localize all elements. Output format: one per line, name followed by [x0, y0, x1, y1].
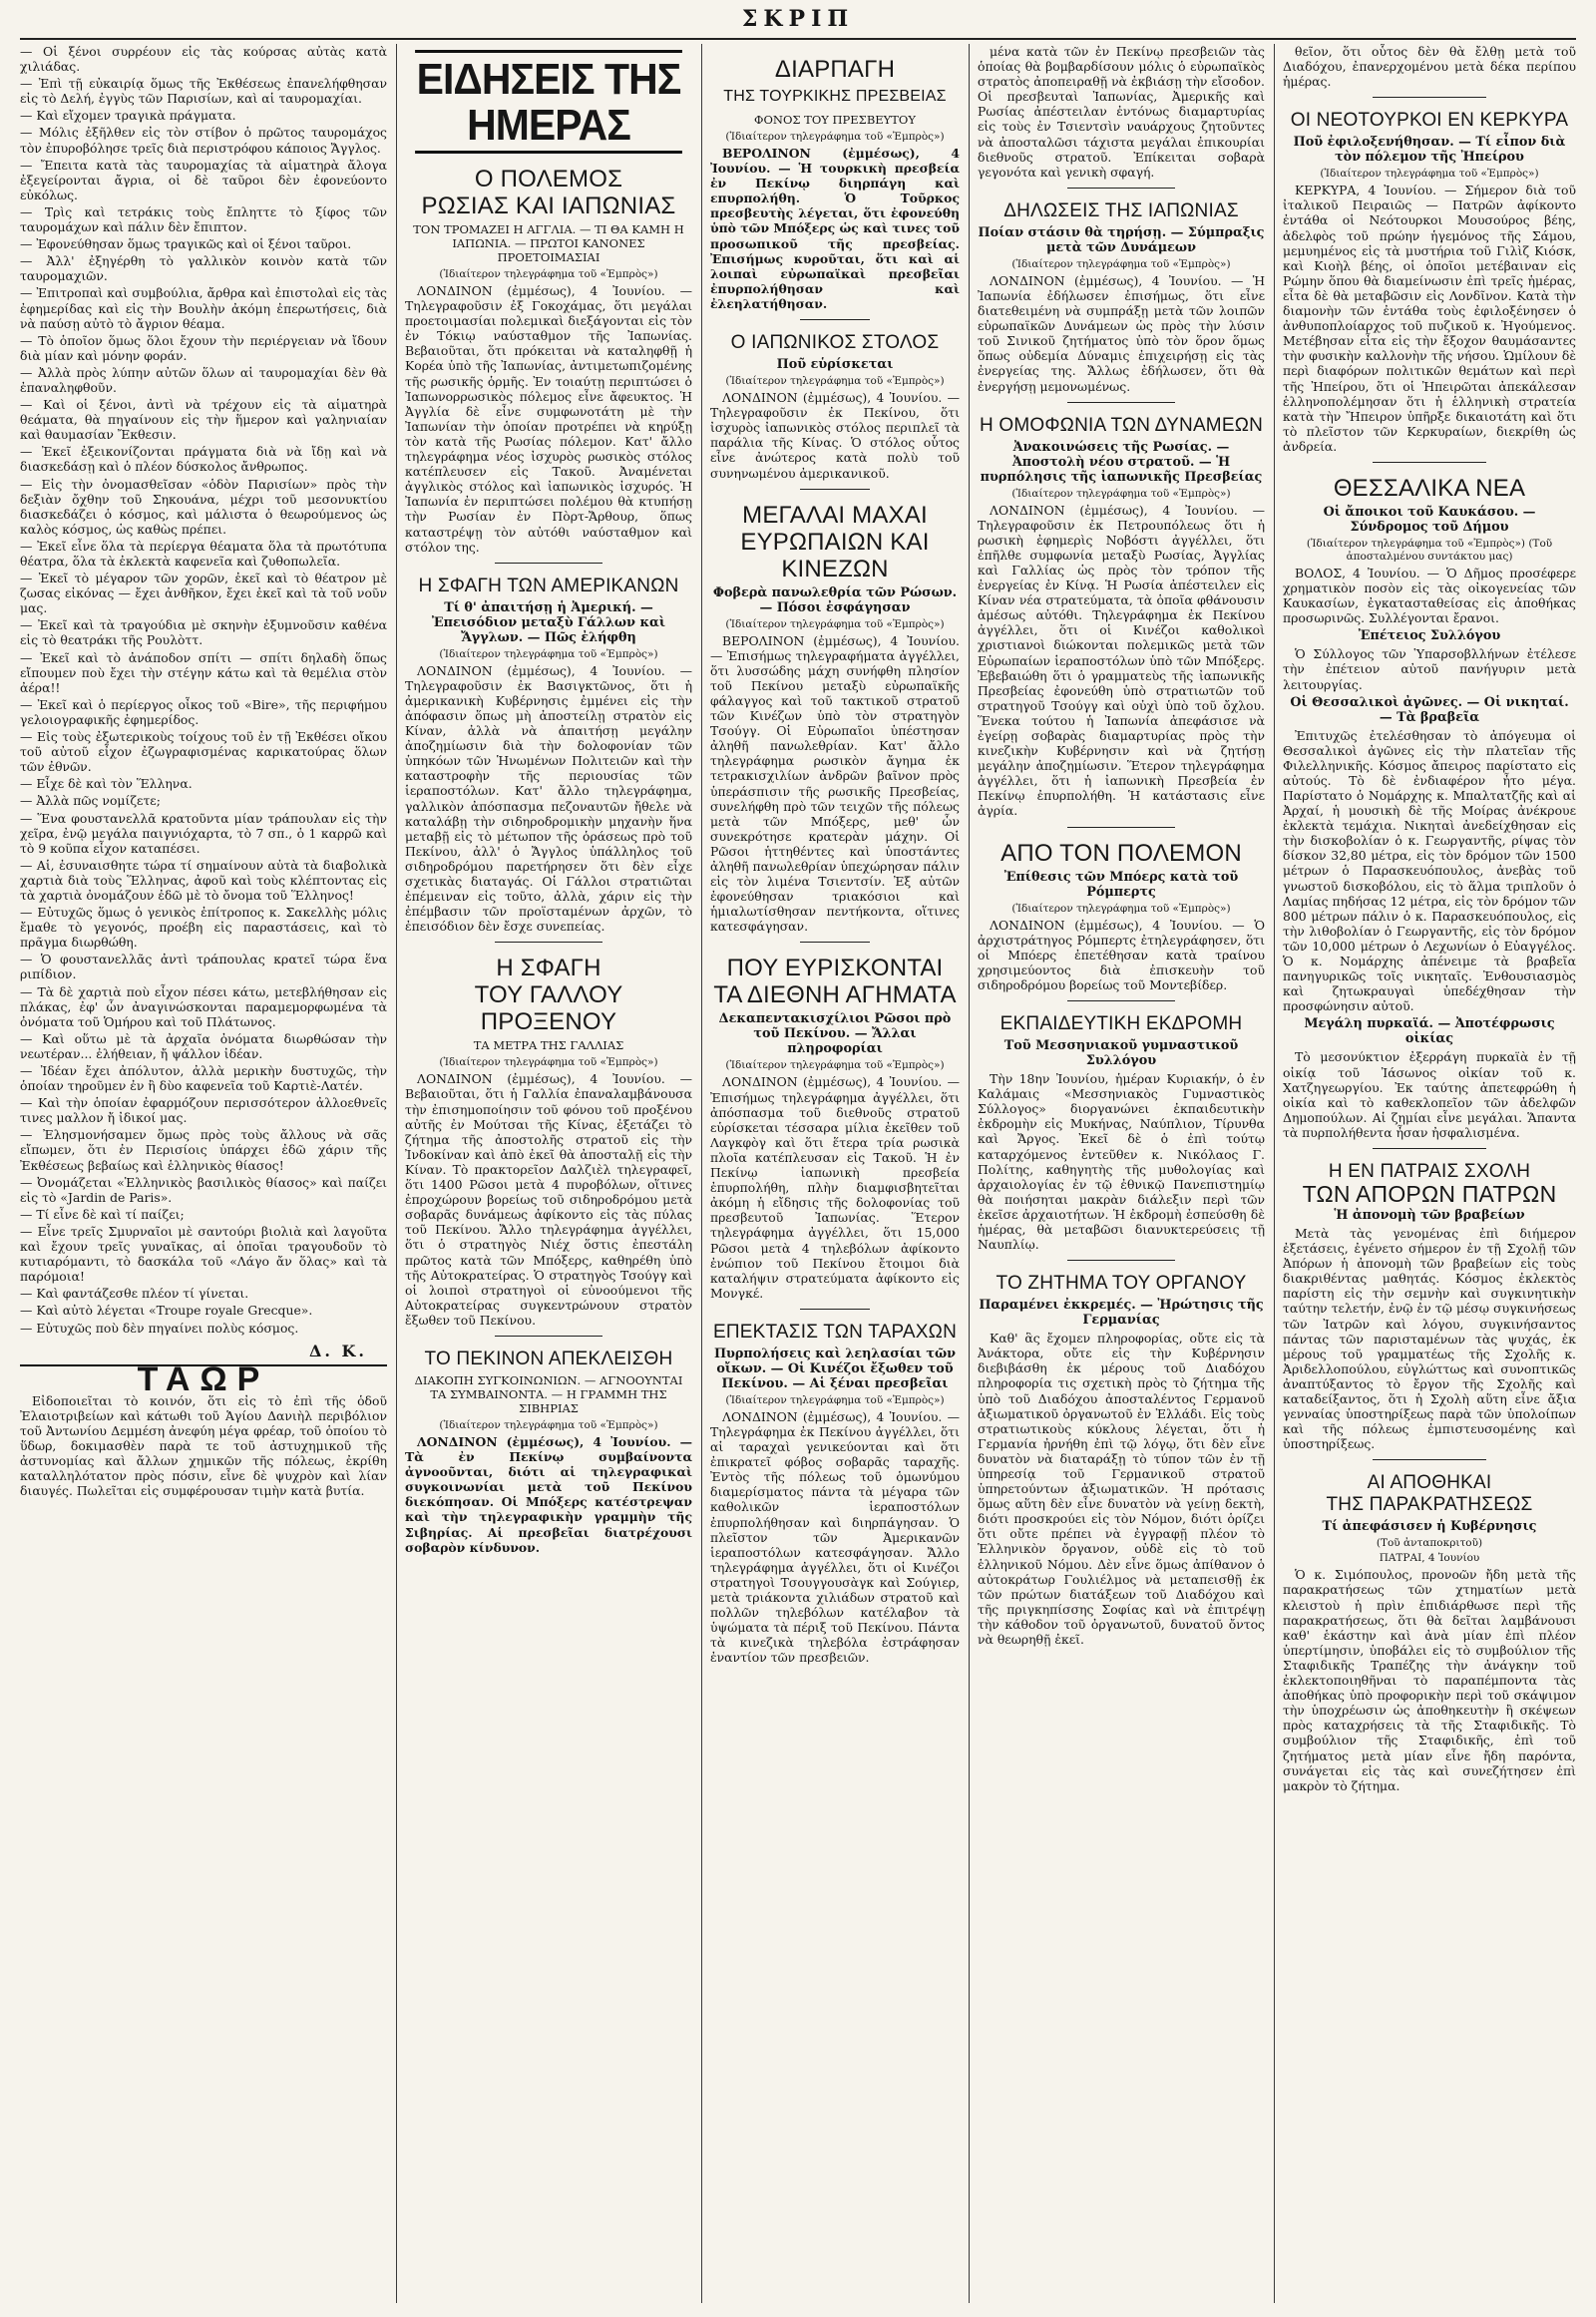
from-war-headline: ΑΠΟ ΤΟΝ ΠΟΛΕΜΟΝ	[1000, 839, 1242, 867]
paragraph: — Ἐκεῖ τὸ μέγαρον τῶν χορῶν, ἐκεῖ καὶ τὸ θέατρον μὲ ζωσας εἰκόνας — ἔχει ἀνθῆκον, ἔχει ἐκεῖ καὶ τὰ τοῦ νοῦν μας.	[20, 571, 387, 616]
paragraph: — Τὰ δὲ χαρτιὰ ποὺ εἶχον πέσει κάτω, μετεβλήθησαν εἰς πλάκας, ἐφ' ὧν ἀναγινώσκονται παραμεμορφωμένα τὰ ὀνόματα τοῦ Ὁμήρου καὶ τοῦ Πλάτωνος.	[20, 983, 387, 1029]
paragraph: — Καὶ αὐτὸ λέγεται «Troupe royale Grecque».	[20, 1303, 313, 1319]
organ-subtitle: Παραμένει ἐκκρεμές. — Ἠρώτησις τῆς Γερμανίας	[979, 1298, 1264, 1329]
paragraph: — Ἕνα φουστανελλᾶ κρατοῦντα μίαν τράπουλαν εἰς τὴν χεῖρα, ἐνῷ μεγάλα παιγνιόχαρτα, τὸ 7 σπ., ὁ 1 καρρῶ καὶ τὸ 9 κοῦπα εἶχον καταπέσει.	[20, 810, 387, 856]
separator	[1373, 97, 1486, 98]
column-1	[14, 44, 393, 2303]
paragraph: — Ἐκεῖ ἐξεικονίζονται πράγματα διὰ νὰ ἴδῃ καὶ νὰ διασκεδάσῃ καὶ ὁ πλέον δύσκολος ἄνθρωπος.	[20, 444, 387, 475]
from-war-subtitle: Ἐπίθεσις τῶν Μπόερς κατὰ τοῦ Ρόμπερτς	[1003, 869, 1239, 900]
separator	[800, 1309, 870, 1310]
paragraph: — Ἰδέαν ἔχει ἀπόλυτον, ἀλλὰ μερικὴν δυστυχῶς, τὴν ὁποίαν τηροῦμεν ἐν ἢ δὺο καφενεῖα τοῦ Καρτιὲ-Λατέν.	[20, 1063, 387, 1094]
japan-headline: ΔΗΛΩΣΕΙΣ ΤΗΣ ΙΑΠΩΝΙΑΣ	[1003, 199, 1239, 221]
corfu-headline: ΟΙ ΝΕΟΤΟΥΡΚΟΙ ΕΝ ΚΕΡΚΥΡΑ	[1290, 110, 1569, 132]
war-headline-line2: ΡΩΣΙΑΣ ΚΑΙ ΙΑΠΩΝΙΑΣ	[421, 193, 676, 219]
paragraph: — Τί εἶνε δὲ καὶ τί παίζει;	[20, 1206, 185, 1222]
unrest-subtitle: Πυρπολήσεις καὶ λεηλασίαι τῶν οἴκων. — Οἱ Κινέζοι ἔξωθεν τοῦ Πεκίνου. — Αἱ ξέναι πρεσβεῖαι	[713, 1346, 957, 1391]
separator	[1067, 1260, 1175, 1261]
paragraph: — Καὶ οὕτω μὲ τὰ ἀρχαῖα ὀνόματα διωρθώσαν τὴν νεωτέραν... ἐλήθειαν, ἤ ψάλλον ἰδέαν.	[20, 1030, 387, 1061]
paragraph: — Ἔπειτα κατὰ τὰς ταυρομαχίας τὰ αἱματηρὰ ἄλογα ἐξεγείρονται ἄγρια, οἱ δὲ ταῦροι δὲν ἐφονεύοντο εὐκόλως.	[20, 157, 387, 202]
japan-text: ΛΟΝΔΙΝΟΝ (ἐμμέσως), 4 Ἰουνίου. — Ἡ Ἰαπωνία ἐδήλωσεν ἐπισήμως, ὅτι εἶνε διατεθειμένη νὰ συμπράξῃ μετὰ τῶν λοιπῶν εὐρωπαϊκῶν Δυνάμεων ὡς πρὸς τὴν λύσιν τοῦ Σινικοῦ ζητήματος ὑπὸ τὸν ὅρον ὅμως ὅπως οὐδεμία Δύναμις ἐπιχειρήσῃ εἰς τὰς ἐνεργείας της. Ἄλλως ἐδήλωσεν, ὅτι θὰ ἐνεργήσῃ μεμονωμένως.	[978, 272, 1265, 394]
separator	[1373, 462, 1486, 463]
consul-headline-line1: Η ΣΦΑΓΗ	[496, 955, 601, 982]
patras-headline-line2: ΤΩΝ ΑΠΟΡΩΝ ΠΑΤΡΩΝ	[1302, 1180, 1557, 1207]
americans-headline: Η ΣΦΑΓΗ ΤΩΝ ΑΜΕΡΙΚΑΝΩΝ	[418, 575, 679, 596]
paragraph: — Ἐπιτροπαὶ καὶ συμβούλια, ἄρθρα καὶ ἐπιστολαὶ εἰς τὰς ἐφημερίδας καὶ εἰς τὴν Βουλὴν ἀκόμη ἐπερωτήσεις, διὰ νὰ παύσῃ αὐτὸ τὸ ἄγριον θέαμα.	[20, 285, 387, 331]
column-rule	[701, 44, 702, 2303]
reserves-headline	[1283, 1472, 1576, 1516]
paragraph: — Ἐπὶ τῇ εὐκαιρίᾳ ὅμως τῆς Ἐκθέσεως ἐπανελήφθησαν εἰς τὸ Δελή, ἐγγὺς τῶν Παρισίων, καὶ αἱ ταυρομαχίαι.	[20, 76, 387, 107]
corfu-text: ΚΕΡΚΥΡΑ, 4 Ἰουνίου. — Σήμερον διὰ τοῦ ἰταλικοῦ Πειραιῶς — Πατρῶν ἀφίκοντο ἐντάθα οἱ Νεότουρκοι Μουσούρος βέης, ἀδελφὸς τοῦ πρώην ἡγεμόνος τῆς Σάμου, μεμυημένος εἰς τὰ μυστήρια τοῦ Γιλὶζ Κιόσκ, καὶ Κιοὴλ βέης, οἱ ὁποῖοι μετέβαιναν εἰς Ρώμην ὅπου θὰ διαμείνωσιν ἐπὶ τρεῖς ἡμέρας, εἶτα δὲ θὰ μεταβῶσιν εἰς Λονδῖνον. Κατὰ τὴν διαμονὴν τῶν ἐντάθα τοὺς ἐφιλοξένησεν ὁ ἀνθυποπλοίαρχος τοῦ πυζικοῦ κ. Ἠγούμενος. Μετέβησαν εἶτα εἰς τὴν ἔξοχον θαυμάσαντες τὴν φυσικὴν καλλονὴν τῆς νήσου. Ὡμίλουν δὲ περὶ διαφόρων πολιτικῶν θεμάτων καὶ περὶ τῆς Ἠπείρου, ὅτι οἱ Ἠπειρῶται ἀπεκάλεσαν ἑλληνοπολέμησαν ὅτι ἡ ἑλληνικὴ στρατεία κατὰ τὴν Ἤπειρον ὑπῆρξε δικαιοτάτη καὶ ὅτι τὸ πλεῖστον τῶν Κερκυραίων, διεκρίθη ὡς ἀνδρεία.	[1283, 183, 1576, 454]
paragraph: — Αἱ, ἐσυναισθητε τώρα τί σημαίνουν αὐτὰ τὰ διαβολικὰ χαρτιὰ διὰ τοὺς Ἕλληνας, ἀφοῦ καὶ τοὺς κλέπτοντας εἰς τὰ χαρτιὰ ὀνομάζουν ἐδῶ μὲ τὸ ὄνομα τοῦ Ἕλληνος!	[20, 857, 387, 903]
paragraph: — Εὐτυχῶς ποὺ δὲν πηγαίνει πολὺς κόσμος.	[20, 1320, 299, 1336]
paragraph: — Καὶ τὴν ὁποίαν ἐφαρμόζουν περισσότερον ἀλλοεθνεῖς τινες μαλλον ἤ ἰδικοί μας.	[20, 1095, 387, 1126]
battles-headline-line1: ΜΕΓΑΛΑΙ ΜΑΧΑΙ	[742, 501, 928, 529]
powers-dispatch: (Ἰδιαίτερον τηλεγράφημα τοῦ «Ἐμπρὸς»)	[1011, 487, 1231, 500]
reserves-dateline: ΠΑΤΡΑΙ, 4 Ἰουνίου	[1379, 1552, 1480, 1565]
embassy-subtitle: ΦΟΝΟΣ ΤΟΥ ΠΡΕΣΒΕΥΤΟΥ	[754, 113, 916, 127]
war-subtitle: ΤΟΝ ΤΡΟΜΑΖΕΙ Η ΑΓΓΛΙΑ. — ΤΙ ΘΑ ΚΑΜΗ Η ΙΑΠΩΝΙΑ. — ΠΡΩΤΟΙ ΚΑΝΟΝΕΣ ΠΡΟΕΤΟΙΜΑΣΙΑΙ	[413, 222, 684, 264]
embassy-headline	[710, 56, 960, 110]
paragraph: — Εἰς τὴν ὀνομασθεῖσαν «ὁδὸν Παρισίων» πρὸς τὴν δεξιὰν ὄχθην τοῦ Σηκουάνα, μέχρι τοῦ μεσονυκτίου διασκεδάζει ὁ κόσμος, καὶ μάλιστα ὁ θεωρούμενος ὡς καλὸς κόσμος, ὡς καθὼς πρέπει.	[20, 476, 387, 537]
patras-text: Μετὰ τὰς γενομένας ἐπὶ διήμερον ἐξετάσεις, ἐγένετο σήμερον ἐν τῇ Σχολῇ τῶν Ἀπόρων ἡ ἀπονομὴ τῶν βραβείων εἰς τοὺς διακριθέντας μαθητάς. Κόσμος ἐκλεκτὸς παρίστη εἰς τὴν σεμνὴν καὶ συγκινητικὴν ταύτην τελετήν, ἐνῷ ἐν τῷ μέσῳ συγκινήσεως τῶν Ἰατρῶν καὶ λόγου, συγκινήσαντος πάντας τῶν παρισταμένων τὰς ψυχάς, ἐκ μέρους τοῦ γραμματέως τῆς Σχολῆς κ. Ἀριδελλοπούλου, εὐγλώττως καὶ συνοπτικῶς ἀναπτύξαντος τὸ ἔργον τῆς Σχολῆς καὶ καταδείξαντος, ὅτι ἡ Σχολὴ αὕτη εἶνε ἄξια γενναίας ὑποστηρίξεως παρὰ τῶν ὑπολοίπων καὶ τῆς πόλεως ἐμπιστευσομένης καὶ ὑποστηρίξεως.	[1283, 1225, 1576, 1452]
battles-text: ΒΕΡΟΛΙΝΟΝ (ἐμμέσως), 4 Ἰουνίου. — Ἐπισήμως τηλεγραφήματα ἀγγέλλει, ὅτι λυσσώδης μάχη συνήφθη πλησίον τοῦ Πεκίνου μεταξὺ εὐρωπαϊκῆς φάλαγγος καὶ τοῦ τακτικοῦ στρατοῦ τῶν Κινέζων ὑπὸ τὸν στρατηγὸν Τσούγγ. Οἱ Εὐρωπαῖοι ὑπέστησαν ἀληθῆ πανωλεθρίαν. Κατ' ἄλλο τηλεγράφημα ρωσικὸν ἄγημα ἐκ τετρακισχιλίων ἀνδρῶν βαῖνον πρὸς ὑπεράσπισιν τῆς ρωσικῆς Πρεσβείας, συνελήφθη πρὸ τῶν τειχῶν τῆς πόλεως μετὰ τῶν Μπόξερς, μεθ' ὧν συνεκρότησε κρατερὰν μάχην. Οἱ Ρῶσοι ἡττηθέντες καὶ ὑποστάντες ἀληθῆ πανωλεθρίαν ὑπεχώρησαν πάλιν εἰς τὸν λιμένα Τσιεντσίν. Ἐξ αὐτῶν ἐφονεύθησαν τριακόσιοι καὶ ἡμιαλωτίσθησαν πεντήκοντα, οἵτινες κατεσφάγησαν.	[710, 632, 960, 935]
thessaly-text-4: Τὸ μεσονύκτιον ἐξερράγη πυρκαϊὰ ἐν τῇ οἰκίᾳ τοῦ Ἰάσωνος οἰκίαν τοῦ κ. Χατζηγεωργίου. Ἐκ ταύτης ἀπετεφρώθη ἡ οἰκία καὶ τὸ καθεκλοπεῖον τῶν ἀδελφῶν Δημοπούλων. Αἱ ζημίαι εἶνε μεγάλαι. Ἅπαντα τὰ πυρπολήθεντα ἦσαν ἠσφαλισμένα.	[1283, 1049, 1576, 1140]
thessaly-subtitle-2: Ἐπέτειος Συλλόγου	[1358, 628, 1501, 644]
excursion-subtitle: Τοῦ Μεσσηνιακοῦ γυμναστικοῦ Συλλόγου	[1003, 1038, 1239, 1069]
war-headline-line1: Ο ΠΟΛΕΜΟΣ	[474, 166, 623, 193]
paragraph: — Ἐκεῖ καὶ ὁ περίεργος οἶκος τοῦ «Bire», τῆς περιφήμου γελοιογραφικῆς ἐφημερίδος.	[20, 696, 387, 727]
war-dispatch: (Ἰδιαίτερον τηλεγράφημα τοῦ «Ἐμπρὸς»)	[439, 268, 658, 280]
reserves-subtitle: Τί ἀπεφάσισεν ἡ Κυβέρνησις	[1322, 1519, 1537, 1535]
consul-headline	[405, 955, 692, 1035]
consul-headline-line2: ΤΟΥ ΓΑΛΛΟΥ ΠΡΟΞΕΝΟΥ	[474, 981, 623, 1036]
fleet-headline: Ο ΙΑΠΩΝΙΚΟΣ ΣΤΟΛΟΣ	[730, 332, 940, 354]
patras-subtitle: Ἡ ἀπονομὴ τῶν βραβείων	[1334, 1207, 1525, 1223]
paragraph: — Τὸ ὁποῖον ὅμως ὅλοι ἔχουν τὴν περιέργειαν νὰ ἴδουν διὰ μίαν καὶ μόνην φοράν.	[20, 332, 387, 363]
thessaly-headline: ΘΕΣΣΑΛΙΚΑ ΝΕΑ	[1333, 474, 1526, 502]
thessaly-text-2: Ὁ Σύλλογος τῶν Ὑπαρσοβλλήνων ἐτέλεσε τὴν ἐπέτειον αὐτοῦ πανήγυριν μετὰ λειτουργίας.	[1283, 646, 1576, 692]
column-rule	[969, 44, 970, 2303]
unrest-dispatch: (Ἰδιαίτερον τηλεγράφημα τοῦ «Ἐμπρὸς»)	[725, 1393, 945, 1406]
signature: Δ. Κ.	[308, 1341, 367, 1360]
paragraph: — Ἀλλ' ἐξηγέρθη τὸ γαλλικὸν κοινὸν κατὰ τῶν ταυρομαχιῶν.	[20, 253, 387, 284]
organ-headline: ΤΟ ΖΗΤΗΜΑ ΤΟΥ ΟΡΓΑΝΟΥ	[996, 1273, 1247, 1295]
paragraph: — Ἀλλὰ πῶς νομίζετε;	[20, 793, 161, 809]
powers-subtitle: Ἀνακοινώσεις τῆς Ρωσίας. — Ἀποστολὴ νέου στρατοῦ. — Ἡ πυρπόλησις τῆς ἰαπωνικῆς Πρεσβείας	[980, 439, 1263, 485]
paragraph: — Εἶχε δὲ καὶ τὸν Ἕλληνα.	[20, 776, 193, 792]
thessaly-text: ΒΟΛΟΣ, 4 Ἰουνίου. — Ὁ Δῆμος προσέφερε χρηματικὸν ποσὸν εἰς τὰς οἰκογενείας τῶν Καυκασίων, ἐγκατασταθείσας εἰς ἀποθήκας προσωρινῶς. Συλλέγονται ἔρανοι.	[1283, 565, 1576, 626]
forces-headline-line1: ΠΟΥ ΕΥΡΙΣΚΟΝΤΑΙ	[726, 955, 944, 982]
thessaly-subtitle: Οἱ ἄποικοι τοῦ Καυκάσου. — Σύνδρομος τοῦ Δήμου	[1323, 504, 1536, 535]
thessaly-subtitle-3: Οἱ Θεσσαλικοὶ ἀγῶνες. — Οἱ νικηταί. — Τὰ βραβεῖα	[1290, 694, 1569, 725]
separator	[1067, 402, 1175, 403]
battles-dispatch: (Ἰδιαίτερον τηλεγράφημα τοῦ «Ἐμπρὸς»)	[725, 617, 945, 630]
column-4	[972, 44, 1271, 2303]
paragraph: — Ἐκεῖ καὶ τὸ ἀνάποδον σπίτι — σπίτι δηλαδὴ ὅπως εἴπουμεν ποὺ ἔχει τὴν στέγην κάτω καὶ τὰ θεμέλια στὸν ἀέρα!!	[20, 649, 387, 695]
patras-headline	[1283, 1161, 1576, 1205]
unrest-headline: ΕΠΕΚΤΑΣΙΣ ΤΩΝ ΤΑΡΑΧΩΝ	[712, 1321, 958, 1343]
paragraph: — Μόλις ἐξῆλθεν εἰς τὸν στίβον ὁ πρῶτος ταυρομάχος τὸν ἐπυροβόλησε τρεῖς διὰ περιστρόφου κάποιος Ἄγγλος.	[20, 125, 387, 156]
separator	[495, 942, 602, 943]
paragraph: — Εἶνε τρεῖς Σμυρναῖοι μὲ σαντούρι βιολιὰ καὶ λαγοῦτα καὶ ἔχουν τρεῖς γυναῖκας, αἱ ὁποῖαι τραγουδοῦν τὸ κυτιαρόμαντι, τὸ δασκάλα τοῦ «Λάγο ἄν ὅλας» καὶ τὰ παρόμοια!	[20, 1223, 387, 1285]
fleet-text: ΛΟΝΔΙΝΟΝ (ἐμμέσως), 4 Ἰουνίου. — Τηλεγραφοῦσιν ἐκ Πεκίνου, ὅτι ἰσχυρὸς ἰαπωνικὸς στόλος περιπλεῖ τὰ παράλια τῆς Κίνας. Ὁ στόλος οὗτος εἶνε ἀνώτερος κατὰ πολὺ τοῦ συνηνωμένου ἀμερικανικοῦ.	[710, 390, 960, 481]
war-headline	[405, 166, 692, 219]
column-2	[399, 44, 698, 2303]
forces-subtitle: Δεκαπεντακισχίλιοι Ρῶσοι πρὸ τοῦ Πεκίνου. — Ἄλλαι πληροφορίαι	[718, 1011, 952, 1057]
battles-headline-line2: ΕΥΡΩΠΑΙΩΝ ΚΑΙ ΚΙΝΕΖΩΝ	[740, 528, 930, 582]
separator	[800, 489, 870, 490]
embassy-headline-line2: ΤΗΣ ΤΟΥΡΚΙΚΗΣ ΠΡΕΣΒΕΙΑΣ	[723, 88, 947, 105]
consul-subtitle: ΤΑ ΜΕΤΡΑ ΤΗΣ ΓΑΛΛΙΑΣ	[473, 1038, 624, 1053]
corfu-dispatch: (Ἰδιαίτερον τηλεγράφημα τοῦ «Ἐμπρὸς»)	[1320, 168, 1539, 181]
separator	[1067, 827, 1175, 828]
main-headline: ΕΙΔΗΣΕΙΣ ΤΗΣ ΗΜΕΡΑΣ	[415, 50, 682, 154]
corfu-subtitle: Ποῦ ἐφιλοξενήθησαν. — Τί εἶπον διὰ τὸν πόλεμον τῆς Ἠπείρου	[1293, 135, 1566, 166]
thessaly-subtitle-4: Μεγάλη πυρκαϊά. — Ἀποτέφρωσις οἰκίας	[1304, 1016, 1555, 1047]
masthead: ΣΚΡΙΠ	[741, 6, 855, 32]
separator	[800, 942, 870, 943]
battles-headline	[710, 502, 960, 582]
separator	[1067, 1000, 1175, 1001]
excursion-text: Τὴν 18ην Ἰουνίου, ἡμέραν Κυριακήν, ὁ ἐν Καλάμαις «Μεσσηνιακὸς Γυμναστικὸς Σύλλογος» διοργανώνει ἐκπαιδευτικὴν ἐκδρομὴν εἰς Μυκήνας, Ναύπλιον, Τίρυνθα καὶ Ἄργος. Ἐκεῖ δὲ ὁ ἐπὶ τούτῳ καταρχόμενος ἐντεῦθεν κ. Νικόλαος Γ. Πολίτης, καθηγητὴς τῆς μυθολογίας καὶ ἀρχαιολογίας ἐν τῷ ἐθνικῷ Πανεπιστημίῳ θὰ ποιήσηται μακρὰν διάλεξιν περὶ τῶν ἐκεῖσε ἀρχαιοτήτων. Ἡ ἐκδρομὴ ἐσπεύσθη δὲ ἡμέρας, θὰ μεταβῶσι διανυκτερεύσεις τῇ Ναυπλίῳ.	[978, 1071, 1265, 1253]
powers-text: ΛΟΝΔΙΝΟΝ (ἐμμέσως), 4 Ἰουνίου. — Τηλεγραφοῦσιν ἐκ Πετρουπόλεως ὅτι ἡ ρωσικὴ ἐφημερὶς Νοβόστι ἀγγέλλει, ὅτι ἐπῆλθε συμφωνία μεταξὺ Ρωσίας, Ἀγγλίας καὶ Γαλλίας ὡς πρὸς τὸν τρόπον τῆς ἐνεργείας ἐν Κίνᾳ. Ἡ Ρωσία ἀπέστειλεν εἰς Κίναν νέα στρατεύματα, τὰ ὁποῖα φθάνουσιν ἀμέσως αὐτόθι. Τηλεγράφημα ἐκ Πεκίνου ἀγγέλλει, ὅτι οἱ Κινέζοι καθολικοὶ χριστιανοὶ διώκονται πολεμικῶς μετὰ τῶν Εὐρωπαίων ἱεραποστόλων ὑπὸ τῶν Μπόξερς. Ἐβεβαιώθη ὅτι ὁ γραμματεὺς τῆς ἰαπωνικῆς Πρεσβείας ἐφονεύθη ὑπὸ στρατιωτῶν τοῦ στρατηγοῦ Τσούγγ καὶ οὐχὶ ὑπὸ τοῦ ὄχλου. Ἕνεκα τούτου ἡ Ἰαπωνία ἀπεφάσισε νὰ ἐγείρῃ σοβαρὰς διαμαρτυρίας πρὸς τὴν κινεζικὴν Κυβέρνησιν καὶ νὰ ζητήσῃ μεγάλην ἀποζημίωσιν. Ἕτερον τηλεγράφημα ἀγγέλλει, ὅτι ἡ ἰαπωνικὴ Πρεσβεία ἐν Πεκίνῳ ἐπυρπολήθη. Ἡ κατάστασις εἶνε ἀγρία.	[978, 502, 1265, 819]
separator	[495, 563, 602, 564]
thessaly-text-3: Ἐπιτυχῶς ἐτελέσθησαν τὸ ἀπόγευμα οἱ Θεσσαλικοὶ ἀγῶνες εἰς τὴν πλατεῖαν τῆς Φιλελληνικῆς. Κόσμος ἄπειρος παρίστατο εἰς αὐτούς. Τὸ δὲ ἐνδιαφέρον ἦτο μέγα. Παρίστατο ὁ Νομάρχης κ. Μπαλτατζῆς καὶ αἱ Ἀρχαί, ἡ μουσικὴ δὲ τῆς Μοίρας ἀνέκρουε ἐκλεκτὰ τεμάχια. Νικηταὶ ἀνεδείχθησαν εἰς τὴν δισκοβολίαν ὁ κ. Γεωργαντῆς, ρίψας τὸν δίσκον 32,80 μέτρα, εἰς τὸν δρόμον τῶν 1500 μέτρων ὁ Παρασκευόπουλος, ἀνεβὰς τοῦ γνωστοῦ δισκοβόλου, εἰς τὸ ἅλμα τριπλοῦν ὁ Λαμίας πηδήσας 12 μέτρα, εἰς τὸν δρόμον τῶν 800 μέτρων πάλιν ὁ κ. Παρασκευόπουλος, εἰς τὴν λιθοβολίαν ὁ Γεωργαντῆς, εἰς τὸν δρόμον τῶν 10,000 μέτρων ὁ Λεχωνίων ὁ Εὐαγγέλος. Ὁ κ. Νομάρχης ἀπένειμε τὰ βραβεῖα πανηγυρικῶς τοῖς νικηταῖς. Ἐνθουσιασμὸς καὶ ζητωκραυγαὶ ὑπεδέχθησαν τὴν προσφώνησιν αὐτοῦ.	[1283, 727, 1576, 1014]
top-rule	[20, 38, 1576, 40]
thessaly-dispatch: (Ἰδιαίτερον τηλεγράφημα τοῦ «Ἐμπρὸς») (Τοῦ ἀποσταλμένου συντάκτου μας)	[1306, 537, 1553, 563]
patras-headline-line1: Η ΕΝ ΠΑΤΡΑΙΣ ΣΧΟΛΗ	[1328, 1160, 1531, 1182]
americans-text: ΛΟΝΔΙΝΟΝ (ἐμμέσως), 4 Ἰουνίου. — Τηλεγραφοῦσιν ἐκ Βασιγκτῶνος, ὅτι ἡ ἀμερικανικὴ Κυβέρνησις ἐμμένει εἰς τὴν ἀπόφασιν ὅπως μὴ ἀποστείλῃ στρατὸν εἰς Κίναν, ἀλλὰ νὰ ἀπαιτήσῃ μεγάλην ἀποζημίωσιν διὰ τὴν δολοφονίαν τῶν ὑπηκόων τῶν Ἡνωμένων Πολιτειῶν καὶ τὴν καταστροφὴν τῆς περιουσίας τῶν ἱεραποστόλων. Κατ' ἄλλο τηλεγράφημα, γαλλικὸν ἀπόσπασμα πεζοναυτῶν ἤθελε νὰ καταλάβῃ τὴν σιδηροδρομικὴν μηχανὴν ἥνα μεταβῇ εἰς τὸ μέτωπον τῆς ὁράσεως πρὸ τοῦ Πεκίνου, ἀλλ' ὁ Ἄγγλος ὑπάλληλος τοῦ σιδηροδρόμου παρετήρησεν ὅτι δὲν εἶχε σχετικὰς διαταγάς. Οἱ Γάλλοι στρατιῶται ἐπέμειναν εἰς τοῦτο, ἀλλὰ, χάριν εἰς τὴν ἐπέμβασιν τῶν προϊσταμένων ἀρχῶν, τὸ ἐπεισόδιον δὲν ἔσχε συνεπείας.	[405, 662, 692, 935]
peking-dispatch: (Ἰδιαίτερον τηλεγράφημα τοῦ «Ἐμπρὸς»)	[439, 1418, 658, 1431]
paragraph: — Καὶ φαντάζεσθε πλέον τί γίνεται.	[20, 1286, 249, 1302]
forces-text: ΛΟΝΔΙΝΟΝ (ἐμμέσως), 4 Ἰουνίου. — Ἐπισήμως τηλεγράφημα ἀγγέλλει, ὅτι ἀπόσπασμα τοῦ διεθνοῦς στρατοῦ εὑρίσκεται τέσσαρα μίλια ἐκεῖθεν τοῦ Λαγκφὸγ καὶ ὅτι ἕτερα τρία ρωσικὰ πλοῖα κατέπλευσαν εἰς Τακοῦ. Ἡ ἐν Πεκίνῳ ἰαπωνικὴ πρεσβεία ἐπυρπολήθη, πλὴν διαμφισβητεῖται ἀκόμη ἡ εἴδησις τῆς δολοφονίας τοῦ πρεσβευτοῦ Ἰαπωνίας. Ἕτερον τηλεγράφημα ἀγγέλλει, ὅτι 15,000 Ρῶσοι μετὰ 4 τηλεβόλων ἀφίκοντο ἐνώπιον τοῦ Πεκίνου ἔτοιμοι διὰ καταλήψιν στρατεύματα ἀφίκοντο εἰς Μονγκέ.	[710, 1074, 960, 1301]
americans-dispatch: (Ἰδιαίτερον τηλεγράφημα τοῦ «Ἐμπρὸς»)	[439, 647, 658, 660]
americans-subtitle: Τί θ' ἀπαιτήσῃ ἡ Ἀμερική. — Ἐπεισόδιον μεταξὺ Γάλλων καὶ Ἄγγλων. — Πῶς ἐλήφθη	[431, 599, 666, 645]
column-3	[704, 44, 966, 2303]
consul-dispatch: (Ἰδιαίτερον τηλεγράφημα τοῦ «Ἐμπρὸς»)	[439, 1056, 658, 1069]
battles-subtitle: Φοβερὰ πανωλεθρία τῶν Ρώσων. — Πόσοι ἐσφάγησαν	[712, 584, 958, 615]
forces-dispatch: (Ἰδιαίτερον τηλεγράφημα τοῦ «Ἐμπρὸς»)	[725, 1059, 945, 1072]
unrest-text: ΛΟΝΔΙΝΟΝ (ἐμμέσως), 4 Ἰουνίου. — Τηλεγράφημα ἐκ Πεκίνου ἀγγέλλει, ὅτι αἱ ταραχαὶ γενικεύονται καὶ ὅτι ἐπικρατεῖ φόβος σοβαρᾶς ταραχῆς. Ἐντὸς τῆς πόλεως τοῦ ὁμωνύμου διαμερίσματος πάντα τὰ μέγαρα τῶν καθολικῶν ἱεραποστόλων ἐπυρπολήθησαν καὶ διηρπάγησαν. Ὁ πλεῖστον τῶν Ἀμερικανῶν ἱεραποστόλων κατεσφάγησαν. Ἄλλο τηλεγράφημα ἀγγέλλει, ὅτι οἱ Κινέζοι στρατηγοὶ Τσουγγουσὰγκ καὶ Σούγιερ, μετὰ τριάκοντα χιλιάδων στρατοῦ καὶ πολλῶν τηλεβόλων κατέλαβον τὰ ὑψώματα τὰ πέριξ τοῦ Πεκίνου. Πάντα τὰ κινεζικὰ τηλεβόλα ἐστράφησαν ἐναντίον τῶν πρεσβειῶν.	[710, 1408, 960, 1666]
japan-subtitle: Ποίαν στάσιν θὰ τηρήσῃ. — Σύμπραξις μετὰ τῶν Δυνάμεων	[978, 224, 1265, 255]
separator	[1067, 188, 1175, 189]
from-war-text: ΛΟΝΔΙΝΟΝ (ἐμμέσως), 4 Ἰουνίου. — Ὁ ἀρχιστράτηγος Ρόμπερτς ἐτηλεγράφησεν, ὅτι οἱ Μπόερς ἐπετέθησαν κατὰ τραίνου χρησιμεύοντος διὰ ἐπισκευὴν τοῦ σιδηροδρόμου βορείως τοῦ Μοντεβίδερ.	[978, 917, 1265, 992]
separator	[1373, 1459, 1486, 1460]
continued-text: θεῖον, ὅτι οὗτος δὲν θὰ ἔλθῃ μετὰ τοῦ Διαδόχου, ἐπανερχομένου μετὰ δέκα περίπου ἡμέρας.	[1283, 44, 1576, 90]
column-rule	[1274, 44, 1275, 2303]
peking-subtitle: ΔΙΑΚΟΠΗ ΣΥΓΚΟΙΝΩΝΙΩΝ. — ΑΓΝΟΟΥΝΤΑΙ ΤΑ ΣΥΜΒΑΙΝΟΝΤΑ. — Η ΓΡΑΜΜΗ ΤΗΣ ΣΙΒΗΡΙΑΣ	[414, 1372, 683, 1415]
paragraph: — Οἱ ξένοι συρρέουν εἰς τὰς κούρσας αὐτὰς κατὰ χιλιάδας.	[20, 44, 387, 75]
taor-title: ΤΑΩΡ	[20, 1364, 387, 1387]
excursion-headline: ΕΚΠΑΙΔΕΥΤΙΚΗ ΕΚΔΡΟΜΗ	[999, 1013, 1243, 1035]
organ-text: Καθ' ἃς ἔχομεν πληροφορίας, οὔτε εἰς τὰ Ἀνάκτορα, οὔτε εἰς τὴν Κυβέρνησιν διεβιβάσθη ἐκ μέρους τοῦ Διαδόχου πληροφορία τις σχετικὴ πρὸς τὸ ζήτημα τῆς ὑπὸ τοῦ Διαδόχου ἀποσταλέντος Γερμανοῦ ἀξιωματικοῦ ὀργανωτοῦ ἐν Ἑλλάδι. Εἰς τοὺς στρατιωτικοὺς κύκλους λέγεται, ὅτι ἡ Γερμανία ἠρνήθη ἐπὶ τῷ λόγῳ, ὅτι δὲν εἶνε δυνατὸν νὰ διαταράξῃ τὸ τύπον τῶν ἐν τῇ ὑπηρεσίᾳ τοῦ Γερμανικοῦ στρατοῦ ὑπηρετούντων ἀξιωματικῶν. Ἡ πρότασις ὅμως αὕτη δὲν εἶνε δυνατὸν νὰ γείνῃ δεκτὴ, διότι προσκρούει εἰς τὸν Νόμον, διότι ὁρίζει ὅτι οὔτε πρέπει νὰ ἐγγραφῇ πλέον τὸ Ἑλληνικὸν ὄργανον, οὐδὲ εἰς τὸ τοῦ ἑλληνικοῦ Νόμου. Δὲν εἶνε ὅμως ἀπίθανον ὁ αὐτοκράτωρ Γουλιέλμος νὰ μεταπεισθῇ ἐκ τῶν πρώτων διατάξεων τοῦ Διαδόχου καὶ τῆς πριγκηπίσσης Σοφίας καὶ νὰ ἐπιτρέψῃ τὴν κάθοδον τοῦ ὀργανωτοῦ, δυνατοῦ ὄντος νὰ θεωρηθῇ ἐκεῖ.	[978, 1331, 1265, 1648]
separator	[1373, 1148, 1486, 1149]
peking-headline: ΤΟ ΠΕΚΙΝΟΝ ΑΠΕΚΛΕΙΣΘΗ	[424, 1348, 673, 1369]
paragraph: — Ὀνομάζεται «Ἑλληνικὸς βασιλικὸς θίασος» καὶ παίζει εἰς τὸ «Jardin de Paris».	[20, 1174, 387, 1205]
paragraph: — Ἐκεῖ εἶνε ὅλα τὰ περίεργα θέαματα ὅλα τὰ πρωτότυπα θέατρα, ὅλα τὰ ἐκλεκτὰ καφενεῖα καὶ ζυθοπωλεῖα.	[20, 538, 387, 569]
embassy-headline-line1: ΔΙΑΡΠΑΓΗ	[774, 56, 896, 83]
separator	[800, 319, 870, 320]
reserves-text: Ὁ κ. Σιμόπουλος, προνοῶν ἤδη μετὰ τῆς παρακρατήσεως τῶν χτηματίων μετὰ κλειστοὺ ἡ πρὶν ἐπιδιάρθωσε περὶ τῆς παρακρατήσεως, ὅτι θὰ δεῖται λαμβάνουσι καθ' ἑκάστην καὶ ἀνὰ μίαν ἐπὶ πλέον ὑπερτίμησιν, ὑποβάλει εἰς τὸ συμβούλιον τῆς Σταφιδικῆς Τραπέζης τὴν ἀνάγκην τοῦ ἐκλεκτοποιηθῆναι τὸ παραπέμποντα τὰς ἀποθήκας ὑπὸ προφορικὴν περὶ τοῦ σκάψιμον τὴν ὑποχρέωσιν ὡς ἀποθηκευτὴν ἢ σκέψεων πρὸς καταχρήσεις τὰ τῆς Σταφιδικῆς. Τὸ συμβούλιον τῆς Σταφιδικῆς, ἐπὶ τοῦ ζητήματος μετὰ μίαν εἶνε ἤδη παρόντα, συνάγεται εἰς τὰς καὶ συνεζήτησεν ἐπὶ μακρὸν τὸ ζήτημα.	[1283, 1567, 1576, 1793]
powers-headline: Η ΟΜΟΦΩΝΙΑ ΤΩΝ ΔΥΝΑΜΕΩΝ	[979, 414, 1264, 436]
embassy-dispatch: (Ἰδιαίτερον τηλεγράφημα τοῦ «Ἐμπρὸς»)	[725, 131, 945, 143]
taor-text: Εἰδοποιεῖται τὸ κοινόν, ὅτι εἰς τὸ ἐπὶ τῆς ὁδοῦ Ἐλαιοτριβείων καὶ κάτωθι τοῦ Ἁγίου Δανιὴλ περιβόλιον τοῦ Ἀντωνίου Δεμμέση ἀνεφύη μέγα φρέαρ, τοῦ ὁποίου τὸ ὕδωρ, δοκιμασθὲν παρὰ τε τοῦ ἀστυχημικοῦ τῆς ἀστυνομίας καὶ ἄλλων χημικῶν τῆς πόλεως, ἐκρίθη καταλληλότατον πρὸς πόσιν, εἶνε δὲ ψυχρὸν καὶ λίαν διαυγές. Πωλεῖται εἰς συμφέρουσαν τιμὴν κατὰ βυτία.	[20, 1392, 387, 1499]
fleet-subtitle: Ποῦ εὑρίσκεται	[776, 357, 894, 373]
paragraph: — Καὶ οἱ ξένοι, ἀντὶ νὰ τρέχουν εἰς τὰ αἱματηρὰ θεάματα, θὰ πηγαίνουν εἰς τὴν ἥμερον καὶ γαληνιαίαν καὶ θαυμασίαν Ἔκθεσιν.	[20, 397, 387, 443]
paragraph: — Ὁ φουστανελλᾶς ἀντὶ τράπουλας κρατεῖ τώρα ἕνα ριπίδιον.	[20, 952, 387, 982]
paragraph: — Ἐφονεύθησαν ὅμως τραγικῶς καὶ οἱ ξένοι ταῦροι.	[20, 236, 352, 252]
paragraph: — Εὐτυχῶς ὅμως ὁ γενικὸς ἐπίτροπος κ. Σακελλὴς μόλις ἔμαθε τὸ γεγονός, προέβη εἰς παραστάσεις, καὶ τὸ πρᾶγμα διωρθώθη.	[20, 905, 387, 951]
reserves-headline-line2: ΤΗΣ ΠΑΡΑΚΡΑΤΗΣΕΩΣ	[1326, 1494, 1533, 1516]
from-war-dispatch: (Ἰδιαίτερον τηλεγράφημα τοῦ «Ἐμπρὸς»)	[1011, 902, 1231, 915]
reserves-headline-line1: ΑΙ ΑΠΟΘΗΚΑΙ	[1367, 1472, 1492, 1494]
war-text: ΛΟΝΔΙΝΟΝ (ἐμμέσως), 4 Ἰουνίου. — Τηλεγραφοῦσιν ἐξ Γοκοχάμας, ὅτι μεγάλαι προετοιμασίαι πολεμικαὶ διεξάγονται εἰς τὸν ἐν Τόκιῳ ναύσταθμον τῆς Ἰαπωνίας. Βεβαιοῦται, ὅτι πρόκειται νὰ καταληφθῇ ἡ Κορέα ὑπὸ τῆς Ἰαπωνίας, ἀντιμετωπιζομένης τῆς ρωσικῆς ὁρμῆς. Ἐν τοιαύτῃ περιπτώσει ὁ Ἰαπωνορρωσικὸς πόλεμος εἶνε ἄφευκτος. Ἡ Ἀγγλία δὲ εἶνε συμφωνοτάτη μὲ τὴν Ἰαπωνίαν τὴν ὁποίαν προτρέπει νὰ κηρύξῃ τὸν κατὰ τῆς Ρωσίας πόλεμον. Κατ' ἄλλο τηλεγράφημα νέος ἰσχυρὸς ρωσικὸς στόλος κατέπλευσεν εἰς Τακοῦ. Ἀναμένεται ἀγγλικὸς στόλος καὶ ἰαπωνικὸς ἰσχυρός. Ἡ Ἰαπωνία ἐν περιπτώσει πολέμου θὰ κτυπήσῃ τὴν Ρωσίαν ἐν Πὸρτ-Ἄρθουρ, ὅπως καταστρέψῃ τὸν αὐτόθι ναύσταθμον καὶ στόλον της.	[405, 283, 692, 555]
paragraph: — Τρὶς καὶ τετράκις τοὺς ἔπληττε τὸ ξίφος τῶν ταυρομάχων καὶ πάλιν δὲν ἔπιπτον.	[20, 203, 387, 235]
column-rule	[396, 44, 397, 2303]
paragraph: — Ἐλησμονήσαμεν ὅμως πρὸς τοὺς ἄλλους νὰ σᾶς εἴπωμεν, ὅτι ἐν Περισίοις ὑπάρχει ἐδῶ χάριν τῆς Ἐκθέσεως βεβαίως καὶ ἑλληνικὸς θίασος!	[20, 1127, 387, 1173]
paragraph: — Ἐκεῖ καὶ τὰ τραγούδια μὲ σκηνὴν ἐξυμνοῦσιν καθένα εἰς τὸ θεατράκι τῆς Ρουλὸττ.	[20, 617, 387, 648]
embassy-text: ΒΕΡΟΛΙΝΟΝ (ἐμμέσως), 4 Ἰουνίου. — Ἡ τουρκικὴ πρεσβεία ἐν Πεκίνῳ διηρπάγη καὶ επυρπολήθη. Ὁ Τοῦρκος πρεσβευτὴς λέγεται, ὅτι ἐφονεύθη ὑπὸ τῶν Μπόξερς ὡς καὶ τινες τοῦ προσωπικοῦ τῆς πρεσβείας. Ἐπισήμως κυροῦται, ὅτι καὶ αἱ λοιπαὶ εὐρωπαϊκαὶ πρεσβεῖαι ἐπυρπολήθησαν καὶ ἐλεηλατήθησαν.	[710, 146, 960, 311]
paragraph: — Καὶ εἴχομεν τραγικὰ πράγματα.	[20, 108, 236, 124]
forces-headline	[710, 955, 960, 1008]
continued-text: μένα κατὰ τῶν ἐν Πεκίνῳ πρεσβειῶν τὰς ὁποίας θὰ βομβαρδίσουν μόλις ὁ εὐρωπαϊκὸς στρατὸς ἀποπειραθῇ νὰ ἐκβιάσῃ τὴν εἴσοδον. Οἱ πρεσβευταὶ Ἰαπωνίας, Ἀμερικῆς καὶ Ρωσίας ἀπέστειλαν ἐντόνως διαμαρτυρίας εἰς τοὺς ἐν Τσιεντσὶν ναυάρχους ζητοῦντες νὰ ἀποσταλῶσι τάχιστα μεγάλαι ἐπικουρίαι διεθνοῦς στρατοῦ. Ἐπίκειται σοβαρὰ γεγονότα καὶ γενικὴ σφαγή.	[978, 44, 1265, 180]
separator	[495, 1336, 602, 1337]
fleet-dispatch: (Ἰδιαίτερον τηλεγράφημα τοῦ «Ἐμπρὸς»)	[725, 375, 945, 388]
forces-headline-line2: ΤΑ ΔΙΕΘΝΗ ΑΓΗΜΑΤΑ	[713, 981, 957, 1009]
peking-text: ΛΟΝΔΙΝΟΝ (ἐμμέσως), 4 Ἰουνίου. — Τὰ ἐν Πεκίνῳ συμβαίνοντα ἀγνοοῦνται, διότι αἱ τηλεγραφικαὶ συγκοινωνίαι μετὰ τοῦ Πεκίνου διεκόπησαν. Οἱ Μπόξερς κατέστρεψαν καὶ τὴν τηλεγραφικὴν γραμμὴν τῆς Σιβηρίας. Αἱ πρεσβεῖαι διατρέχουσι σοβαρὸν κίνδυνον.	[405, 1433, 692, 1555]
consul-text: ΛΟΝΔΙΝΟΝ (ἐμμέσως), 4 Ἰουνίου. — Βεβαιοῦται, ὅτι ἡ Γαλλία ἐπαναλαμβάνουσα τὴν ἐπισημοποίησιν τοῦ φόνου τοῦ προξένου αὐτῆς ἐν Μούτσαι τῆς Κίνας, ἐξετάζει τὸ ζήτημα τῆς ἀποστολῆς στρατοῦ εἰς τὴν Ἰνδοκίναν καὶ ἀπὸ ἐκεῖ θὰ ἀποσταλῇ εἰς τὴν Κίναν. Τὸ πρακτορεῖον Δαλζιὲλ τηλεγραφεῖ, ὅτι 1400 Ρῶσοι μετὰ 4 πυροβόλων, οἵτινες ἐπροχώρουν βορείως τοῦ σιδηροδρόμου μετὰ σοβαρᾶς δυνάμεως ἀφίκοντο εἰς τὰς πύλας τοῦ Πεκίνου. Ἄλλο τηλεγράφημα ἀγγέλλει, ὅτι ὁ στρατηγὸς Νιέχ ὅστις ἐπεστάλη πρῶτος κατὰ τῶν Μπόξερς, καθηρέθη ὑπὸ τῆς Αὐτοκρατείρας. Ὁ στρατηγὸς Τσούγγ καὶ οἱ λοιποὶ στρατηγοὶ οἱ εὐνοούμενοι τῆς Αὐτοκρατείρας συγκεντρώνουν στρατὸν ἔξωθεν τοῦ Πεκίνου.	[405, 1071, 692, 1328]
column-5	[1277, 44, 1582, 2303]
japan-dispatch: (Ἰδιαίτερον τηλεγράφημα τοῦ «Ἐμπρὸς»)	[1011, 257, 1231, 270]
paragraph: — Εἰς τοὺς ἐξωτερικοὺς τοίχους τοῦ ἐν τῇ Ἐκθέσει οἴκου τοῦ αὐτοῦ εἶχον ἐζωγραφισμένας καρικατούρας ὅλων τῶν ἐθνῶν.	[20, 729, 387, 775]
paragraph: — Ἀλλὰ πρὸς λύπην αὐτῶν ὅλων αἱ ταυρομαχίαι δὲν θὰ ἐπαναληφθοῦν.	[20, 364, 387, 395]
reserves-dispatch: (Τοῦ ἀνταποκριτοῦ)	[1376, 1537, 1483, 1550]
column-1-items	[20, 44, 387, 1336]
